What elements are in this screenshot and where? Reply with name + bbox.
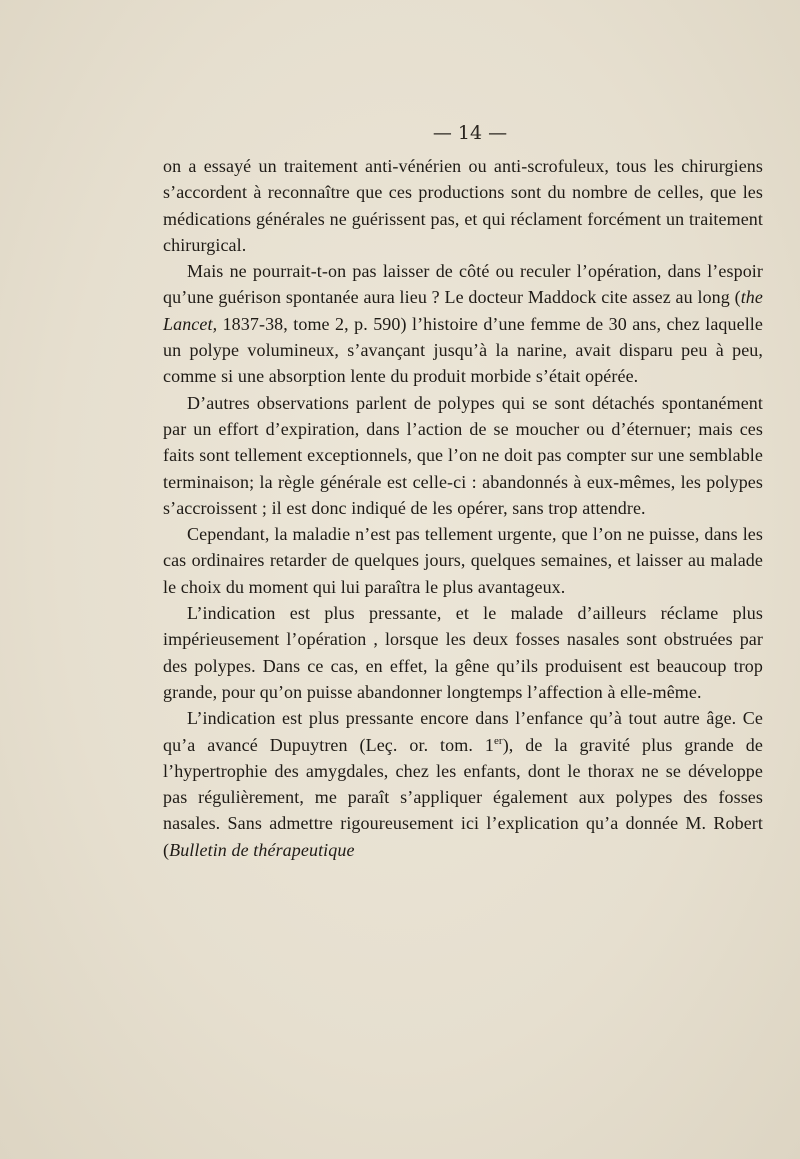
text-run: L’indication est plus pressante, et le malade d’ailleurs réclame plus impérieusement l’opération , lorsque les deux fosses nasales sont obstruées par des polypes. Dans ce cas, en effet, la gêne qu’ils produisent est beaucoup trop grande, pour qu’on puisse abandonner longtemps l’affection à elle-même. <box>163 603 763 702</box>
body-text <box>163 153 763 863</box>
text-run: L’indication est plus pressante encore dans l’enfance qu’à tout autre âge. Ce qu’a avancé Dupuytren (Leç. or. tom. 1 <box>163 708 763 755</box>
text-run: ), de la gravité plus grande de l’hypertrophie des amygdales, chez les enfants, dont le thorax ne se développe pas régulièrement, me paraît s’appliquer également aux polypes des fosses nasales. Sans admettre rigoureusement ici l’explication qu’a donnée M. Robert ( <box>163 734 763 860</box>
superscript: er <box>493 734 503 747</box>
text-run: D’autres observations parlent de polypes qui se sont détachés spontanément par un effort d’expiration, dans l’action de se moucher ou d’éternuer; mais ces faits sont tellement exceptionnels, que l’on ne doit pas compter sur une semblable terminaison; la règle générale est celle-ci : abandonnés à eux-mêmes, les polypes s’accroissent ; il est donc indiqué de les opérer, sans trop attendre. <box>163 392 763 518</box>
text-run: Cependant, la maladie n’est pas tellement urgente, que l’on ne puisse, dans les cas ordinaires retarder de quelques jours, quelques semaines, et laisser au malade le choix du moment qui lui paraîtra le plus avantageux. <box>163 524 763 597</box>
paragraph <box>163 600 763 705</box>
paragraph <box>163 521 763 600</box>
text-run: Mais ne pourrait-t-on pas laisser de côté ou reculer l’opération, dans l’espoir qu’une guérison spontanée aura lieu ? Le docteur Maddock cite assez au long ( <box>163 261 763 308</box>
paragraph <box>163 153 763 258</box>
citation-title: the Lancet, <box>163 287 763 334</box>
citation-title: Bulletin de thérapeutique <box>169 839 355 860</box>
text-run: on a essayé un traitement anti-vénérien ou anti-scrofuleux, tous les chirurgiens s’accordent à reconnaître que ces productions sont du nombre de celles, que les médications générales ne guérissent pas, et qui réclament forcément un traitement chirurgical. <box>163 156 763 255</box>
paragraph <box>163 390 763 521</box>
paragraph <box>163 705 763 863</box>
paragraph <box>163 258 763 389</box>
page-number: — 14 — <box>432 122 508 144</box>
text-run: 1837-38, tome 2, p. 590) l’histoire d’une femme de 30 ans, chez laquelle un polype volumineux, s’avançant jusqu’à la narine, avait disparu peu à peu, comme si une absorption lente du produit morbide s’était opérée. <box>163 313 763 387</box>
